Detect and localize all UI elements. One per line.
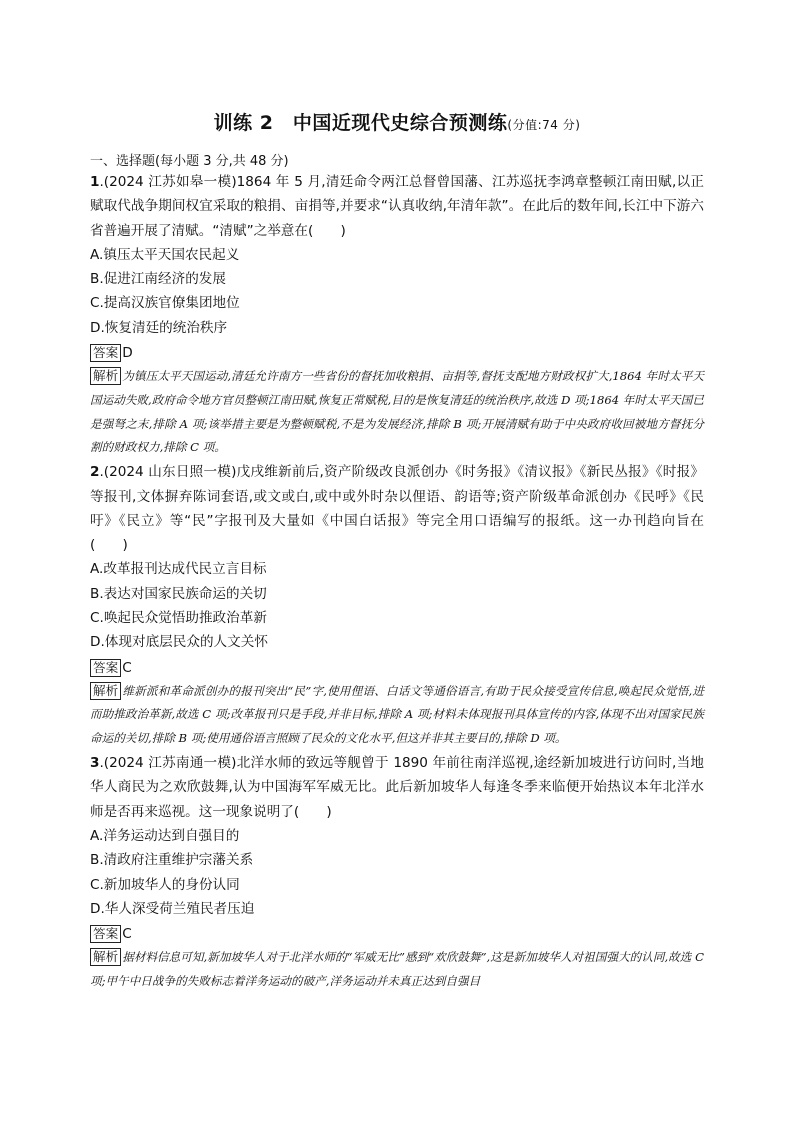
option-b: B.促进江南经济的发展 bbox=[90, 271, 226, 288]
analysis-text: 为镇压太平天国运动,清廷允许南方一些省份的督抚加收粮捐、亩捐等,督抚支配地方财政权扩大,1864 年时太平天国运动失败,政府命令地方官员整顿江南田赋,恢复正常赋税,目的是恢复清廷的统治秩序,故选 D 项;1864 年时太平天国已是强弩之末,排除 A 项;该举措主要是为整顿赋税,不是为发展经济,排除 B 项;开展清赋有助于中央政府收回被地方督抚分割的财政权力,排除 C 项。 bbox=[90, 369, 704, 455]
analysis-block bbox=[90, 946, 704, 994]
answer-value: C bbox=[122, 926, 132, 943]
answer-tag: 答案 bbox=[90, 659, 121, 677]
question-number: 1 bbox=[90, 174, 100, 190]
option-b: B.表达对国家民族命运的关切 bbox=[90, 585, 267, 602]
analysis-text: 据材料信息可知,新加坡华人对于北洋水师的“军威无比”感到“欢欣鼓舞”,这是新加坡华人对祖国强大的认同,故选 C 项;甲午中日战争的失败标志着洋务运动的破产,洋务运动并未真正达到自强目 bbox=[90, 950, 704, 988]
question-block bbox=[90, 460, 704, 751]
title-text: 训练 2 中国近现代史综合预测练 bbox=[213, 112, 508, 134]
option-d: D.体现对底层民众的人文关怀 bbox=[90, 634, 268, 651]
question-list bbox=[90, 170, 704, 994]
answer-tag: 答案 bbox=[90, 925, 121, 943]
question-stem bbox=[90, 170, 704, 243]
option-c: C.新加坡华人的身份认同 bbox=[90, 876, 240, 893]
question-number: 3 bbox=[90, 755, 100, 772]
option-a: A.镇压太平天国农民起义 bbox=[90, 246, 240, 263]
option-a: A.洋务运动达到自强目的 bbox=[90, 827, 240, 844]
option-d: D.恢复清廷的统治秩序 bbox=[90, 319, 228, 336]
question-stem bbox=[90, 460, 704, 557]
analysis-block bbox=[90, 365, 704, 460]
analysis-block bbox=[90, 680, 704, 751]
question-number: 2 bbox=[90, 464, 100, 481]
page-title bbox=[0, 108, 794, 135]
answer-value: D bbox=[122, 345, 133, 362]
question-text: .(2024 江苏南通一模)北洋水师的致远等舰曾于 1890 年前往南洋巡视,途经新加坡进行访问时,当地华人商民为之欢欣鼓舞,认为中国海军军威无比。此后新加坡华人每逢冬季来临便开始热议本年北洋水师是否再来巡视。这一现象说明了( ) bbox=[90, 755, 704, 820]
analysis-tag: 解析 bbox=[90, 367, 121, 385]
answer-line bbox=[90, 656, 704, 680]
question-block bbox=[90, 170, 704, 460]
question-block bbox=[90, 751, 704, 994]
option-c: C.唤起民众觉悟助推政治革新 bbox=[90, 610, 267, 627]
analysis-tag: 解析 bbox=[90, 948, 121, 966]
question-text: .(2024 江苏如皋一模)1864 年 5 月,清廷命令两江总督曾国藩、江苏巡抚李鸿章整顿江南田赋,以正赋取代战争期间权宜采取的粮捐、亩捐等,并要求“认真收纳,年清年款”。在此后的数年间,长江中下游六省普遍开展了清赋。“清赋”之举意在( ) bbox=[90, 174, 704, 239]
option-b: B.清政府注重维护宗藩关系 bbox=[90, 852, 254, 869]
analysis-text: 维新派和革命派创办的报刊突出“民”字,使用俚语、白话文等通俗语言,有助于民众接受宣传信息,唤起民众觉悟,进而助推政治革新,故选 C 项;改革报刊只是手段,并非目标,排除 A 项;材料未体现报刊具体宣传的内容,体现不出对国家民族命运的关切,排除 B 项;使用通俗语言照顾了民众的文化水平,但这并非其主要目的,排除 D 项。 bbox=[90, 683, 704, 746]
option-a: A.改革报刊达成代民立言目标 bbox=[90, 561, 267, 578]
section-heading: 一、选择题(每小题 3 分,共 48 分) bbox=[90, 154, 289, 169]
answer-tag: 答案 bbox=[90, 344, 121, 362]
option-c: C.提高汉族官僚集团地位 bbox=[90, 295, 240, 312]
answer-value: C bbox=[122, 659, 132, 676]
question-stem bbox=[90, 751, 704, 824]
question-text: .(2024 山东日照一模)戊戌维新前后,资产阶级改良派创办《时务报》《清议报》《新民丛报》《时报》等报刊,文体摒弃陈词套语,或文或白,或中或外时杂以俚语、韵语等;资产阶级革命派创办《民呼》《民吁》《民立》等“民”字报刊及大量如《中国白话报》等完全用口语编写的报纸。这一办刊趋向旨在( ) bbox=[90, 464, 704, 554]
answer-line bbox=[90, 341, 704, 365]
option-d: D.华人深受荷兰殖民者压迫 bbox=[90, 900, 255, 917]
answer-line bbox=[90, 922, 704, 946]
score-note: (分值:74 分) bbox=[507, 118, 581, 132]
analysis-tag: 解析 bbox=[90, 682, 121, 700]
